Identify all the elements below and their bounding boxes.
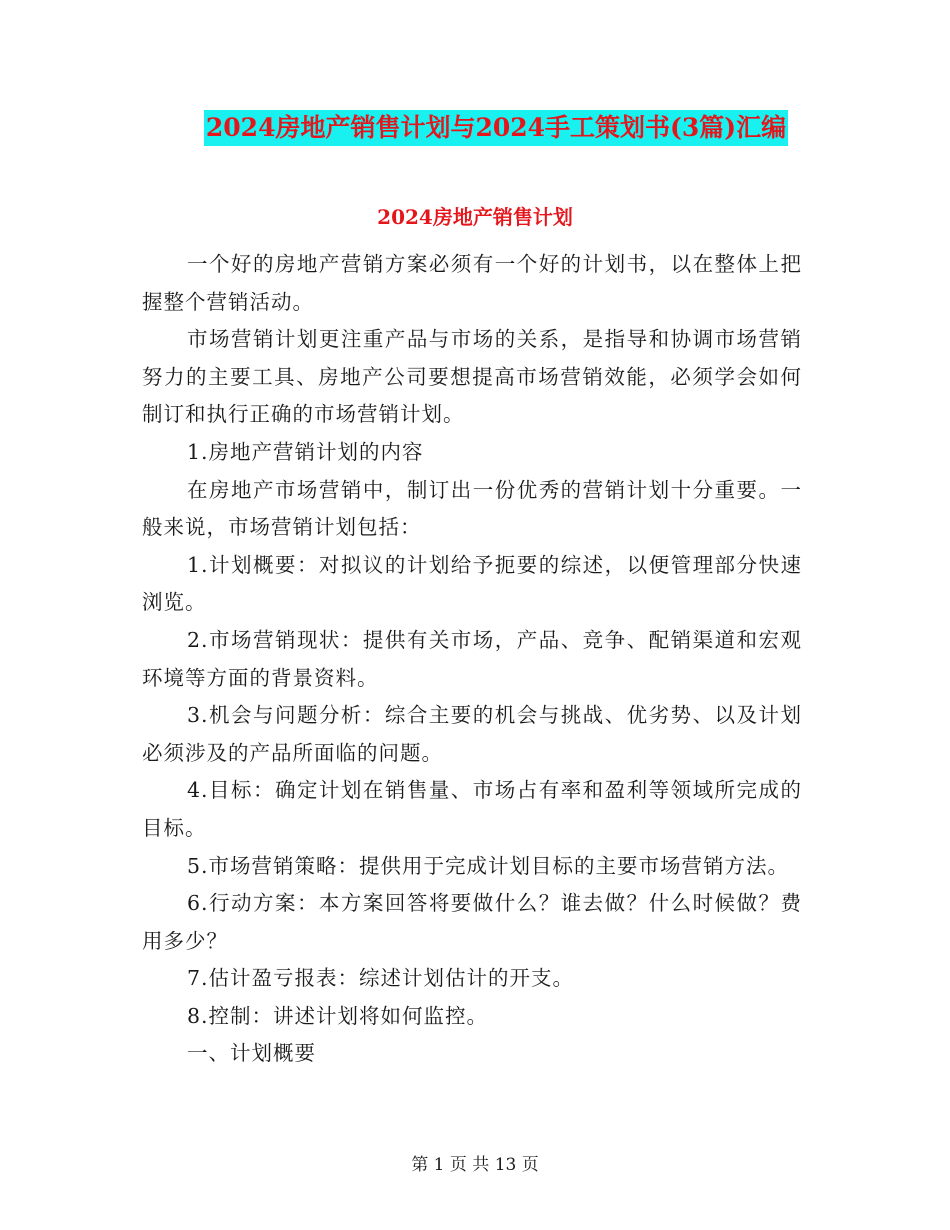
document-body [142, 246, 802, 1073]
paragraph: 8.控制：讲述计划将如何监控。 [187, 1003, 489, 1028]
page-footer: 第 1 页 共 13 页 [411, 1155, 539, 1175]
paragraph: 1.房地产营销计划的内容 [187, 439, 424, 464]
paragraph: 2.市场营销现状：提供有关市场，产品、竞争、配销渠道和宏观环境等方面的背景资料。 [142, 627, 802, 690]
paragraph: 1.计划概要：对拟议的计划给予扼要的综述，以便管理部分快速浏览。 [142, 552, 802, 615]
paragraph: 7.估计盈亏报表：综述计划估计的开支。 [187, 966, 575, 991]
document-title: 2024房地产销售计划与2024手工策划书(3篇)汇编 [204, 110, 788, 146]
paragraph: 一、计划概要 [187, 1041, 316, 1066]
paragraph: 4.目标：确定计划在销售量、市场占有率和盈利等领域所完成的目标。 [142, 778, 802, 840]
paragraph: 3.机会与问题分析：综合主要的机会与挑战、优劣势、以及计划必须涉及的产品所面临的问题。 [142, 703, 802, 765]
paragraph: 一个好的房地产营销方案必须有一个好的计划书，以在整体上把握整个营销活动。 [142, 252, 802, 314]
document-title-container [0, 110, 950, 146]
section-title: 2024房地产销售计划 [377, 205, 573, 229]
paragraph: 5.市场营销策略：提供用于完成计划目标的主要市场营销方法。 [187, 853, 790, 878]
paragraph: 6.行动方案：本方案回答将要做什么？谁去做？什么时候做？费用多少？ [142, 891, 802, 953]
paragraph: 市场营销计划更注重产品与市场的关系，是指导和协调市场营销努力的主要工具、房地产公司要想提高市场营销效能，必须学会如何制订和执行正确的市场营销计划。 [142, 327, 802, 427]
paragraph: 在房地产市场营销中，制订出一份优秀的营销计划十分重要。一般来说，市场营销计划包括： [142, 477, 802, 540]
